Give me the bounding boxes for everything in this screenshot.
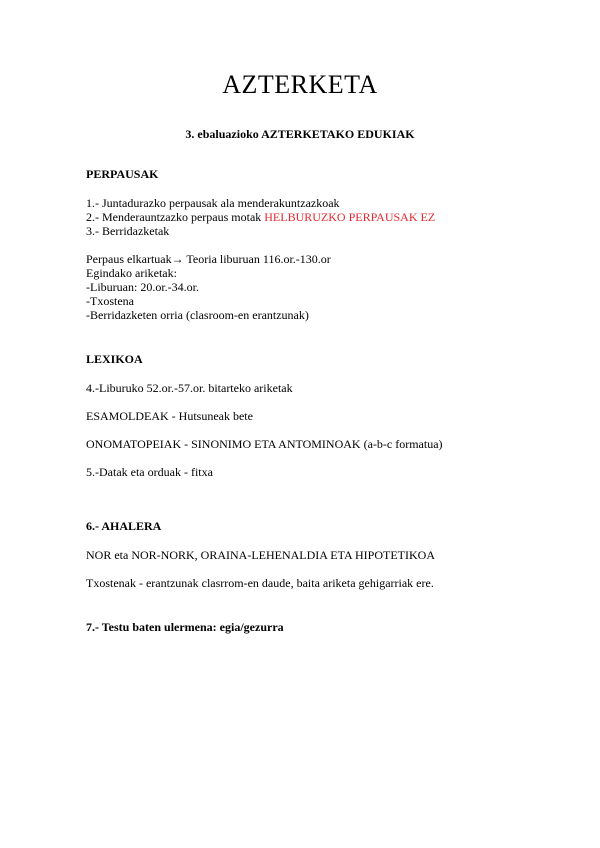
ahalera-line-2: Txostenak - erantzunak clasrrom-en daude, baita ariketa gehigarriak ere. — [86, 576, 434, 590]
perpausak-item-2-text: 2.- Menderauntzazko perpaus motak — [86, 210, 262, 224]
perpausak-exercises-label: Egindako ariketak: — [86, 266, 177, 280]
lexikoa-line-2: ESAMOLDEAK - Hutsuneak bete — [86, 409, 253, 423]
lexikoa-line-1: 4.-Liburuko 52.or.-57.or. bitarteko ariketak — [86, 381, 293, 395]
ahalera-heading: 6.- AHALERA — [86, 519, 162, 533]
perpausak-theory: Perpaus elkartuak→ Teoria liburuan 116.or.-130.or — [86, 252, 331, 266]
page-title: AZTERKETA — [222, 70, 378, 99]
perpausak-red-note: HELBURUZKO PERPAUSAK EZ — [264, 210, 436, 224]
lexikoa-line-4: 5.-Datak eta orduak - fitxa — [86, 465, 213, 479]
lexikoa-line-3: ONOMATOPEIAK - SINONIMO ETA ANTOMINOAK (a-b-c formatua) — [86, 437, 443, 451]
perpausak-item-3: 3.- Berridazketak — [86, 224, 170, 238]
lexikoa-heading: LEXIKOA — [86, 352, 143, 366]
ahalera-line-1: NOR eta NOR-NORK, ORAINA-LEHENALDIA ETA HIPOTETIKOA — [86, 548, 435, 562]
page-subtitle: 3. ebaluazioko AZTERKETAKO EDUKIAK — [185, 127, 415, 141]
perpausak-item-1: 1.- Juntadurazko perpausak ala menderakuntzazkoak — [86, 196, 340, 210]
perpausak-exercise-1: -Liburuan: 20.or.-34.or. — [86, 280, 199, 294]
perpausak-item-2 — [86, 210, 435, 224]
perpausak-exercise-3: -Berridazketen orria (clasroom-en erantzunak) — [86, 308, 309, 322]
perpausak-heading: PERPAUSAK — [86, 167, 159, 181]
perpausak-exercise-2: -Txostena — [86, 294, 134, 308]
testua-heading: 7.- Testu baten ulermena: egia/gezurra — [86, 620, 284, 634]
